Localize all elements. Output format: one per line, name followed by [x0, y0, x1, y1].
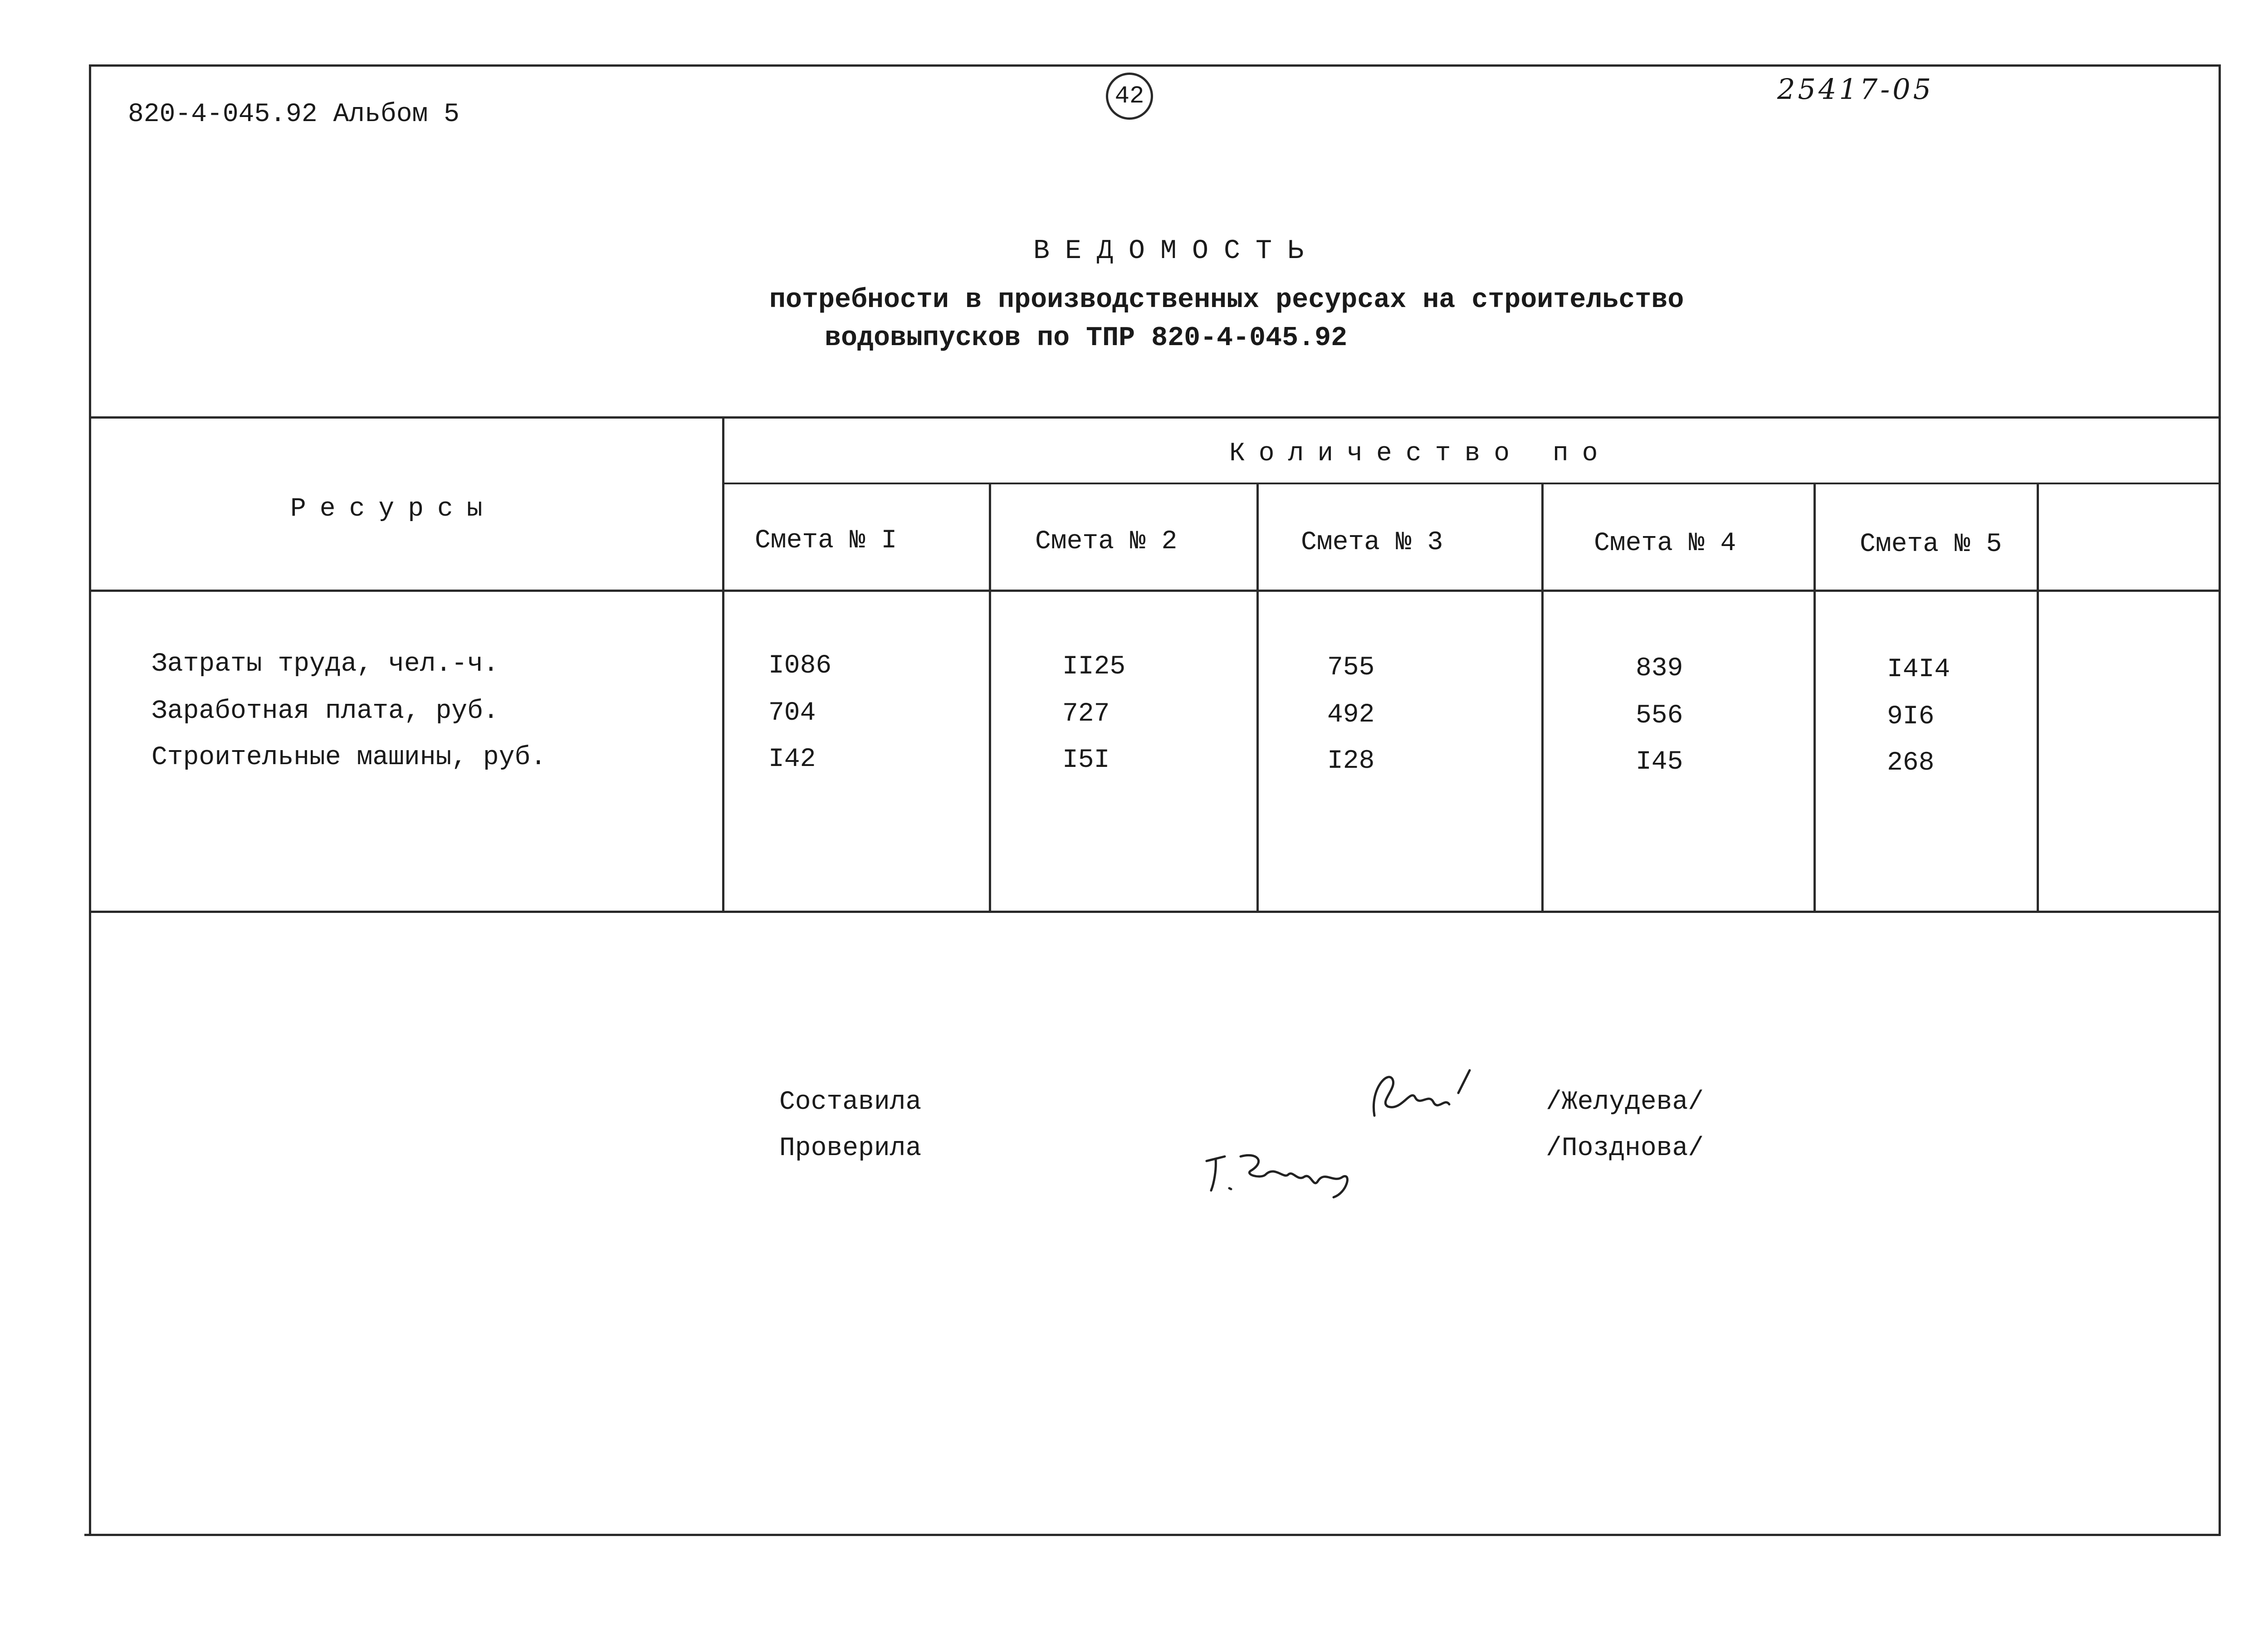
column-header-estimate-5: Смета № 5 — [1860, 530, 2002, 559]
col-separator-5 — [2037, 483, 2039, 912]
page-number-circle — [1106, 73, 1153, 120]
column-header-estimate-1: Смета № I — [755, 526, 897, 556]
quantity-header-line — [723, 483, 2221, 484]
cell-wages-estimate-4: 556 — [1636, 701, 1683, 731]
checked-by-name: /Позднова/ — [1546, 1134, 1704, 1163]
inventory-number: 25417-05 — [1777, 73, 1934, 106]
cell-wages-estimate-1: 704 — [768, 698, 816, 728]
cell-labor-estimate-4: 839 — [1636, 654, 1683, 683]
resources-header: Ресурсы — [290, 494, 496, 524]
column-header-estimate-3: Смета № 3 — [1301, 528, 1443, 557]
page-number: 42 — [1114, 82, 1144, 110]
col-separator-2 — [1256, 483, 1259, 912]
cell-labor-estimate-1: I086 — [768, 651, 832, 681]
col-separator-1 — [989, 483, 991, 912]
cell-machines-estimate-2: I5I — [1062, 746, 1110, 775]
compiled-by-label: Составила — [779, 1088, 922, 1117]
document-subtitle-line2: водовыпусков по ТПР 820-4-045.92 — [825, 323, 1348, 354]
cell-wages-estimate-3: 492 — [1327, 700, 1375, 730]
doc-code: 820-4-045.92 Альбом 5 — [128, 100, 459, 129]
cell-machines-estimate-1: I42 — [768, 745, 816, 774]
table-top-line — [89, 416, 2221, 419]
cell-machines-estimate-5: 268 — [1887, 748, 1935, 778]
cell-wages-estimate-2: 727 — [1062, 699, 1110, 729]
cell-machines-estimate-3: I28 — [1327, 746, 1375, 776]
compiled-signature — [1361, 1061, 1479, 1125]
frame-top — [89, 64, 2221, 67]
column-header-estimate-2: Смета № 2 — [1035, 527, 1178, 556]
compiled-by-name: /Желудева/ — [1546, 1088, 1704, 1117]
header-bottom-line — [89, 590, 2221, 592]
row-label-wages: Заработная плата, руб. — [152, 697, 499, 726]
row-label-labor-costs: Затраты труда, чел.-ч. — [152, 649, 499, 679]
document-title: ВЕДОМОСТЬ — [1033, 236, 1320, 267]
frame-right — [2219, 64, 2221, 1536]
table-bottom-line — [89, 911, 2221, 913]
column-header-estimate-4: Смета № 4 — [1594, 529, 1736, 558]
col-separator-3 — [1541, 483, 1544, 912]
col-separator-4 — [1813, 483, 1816, 912]
cell-labor-estimate-3: 755 — [1327, 653, 1375, 683]
quantity-header: Количество по — [1229, 439, 1612, 468]
cell-labor-estimate-5: I4I4 — [1887, 655, 1950, 684]
frame-bottom — [84, 1534, 2221, 1536]
frame-left — [89, 64, 91, 1536]
resources-separator — [722, 416, 724, 912]
checked-by-label: Проверила — [779, 1134, 922, 1163]
cell-machines-estimate-4: I45 — [1636, 747, 1683, 777]
document-subtitle-line1: потребности в производственных ресурсах на строительство — [769, 285, 1684, 316]
cell-labor-estimate-2: II25 — [1062, 652, 1126, 682]
cell-wages-estimate-5: 9I6 — [1887, 702, 1935, 732]
row-label-construction-machines: Строительные машины, руб. — [152, 743, 547, 772]
checked-signature — [1198, 1138, 1361, 1206]
